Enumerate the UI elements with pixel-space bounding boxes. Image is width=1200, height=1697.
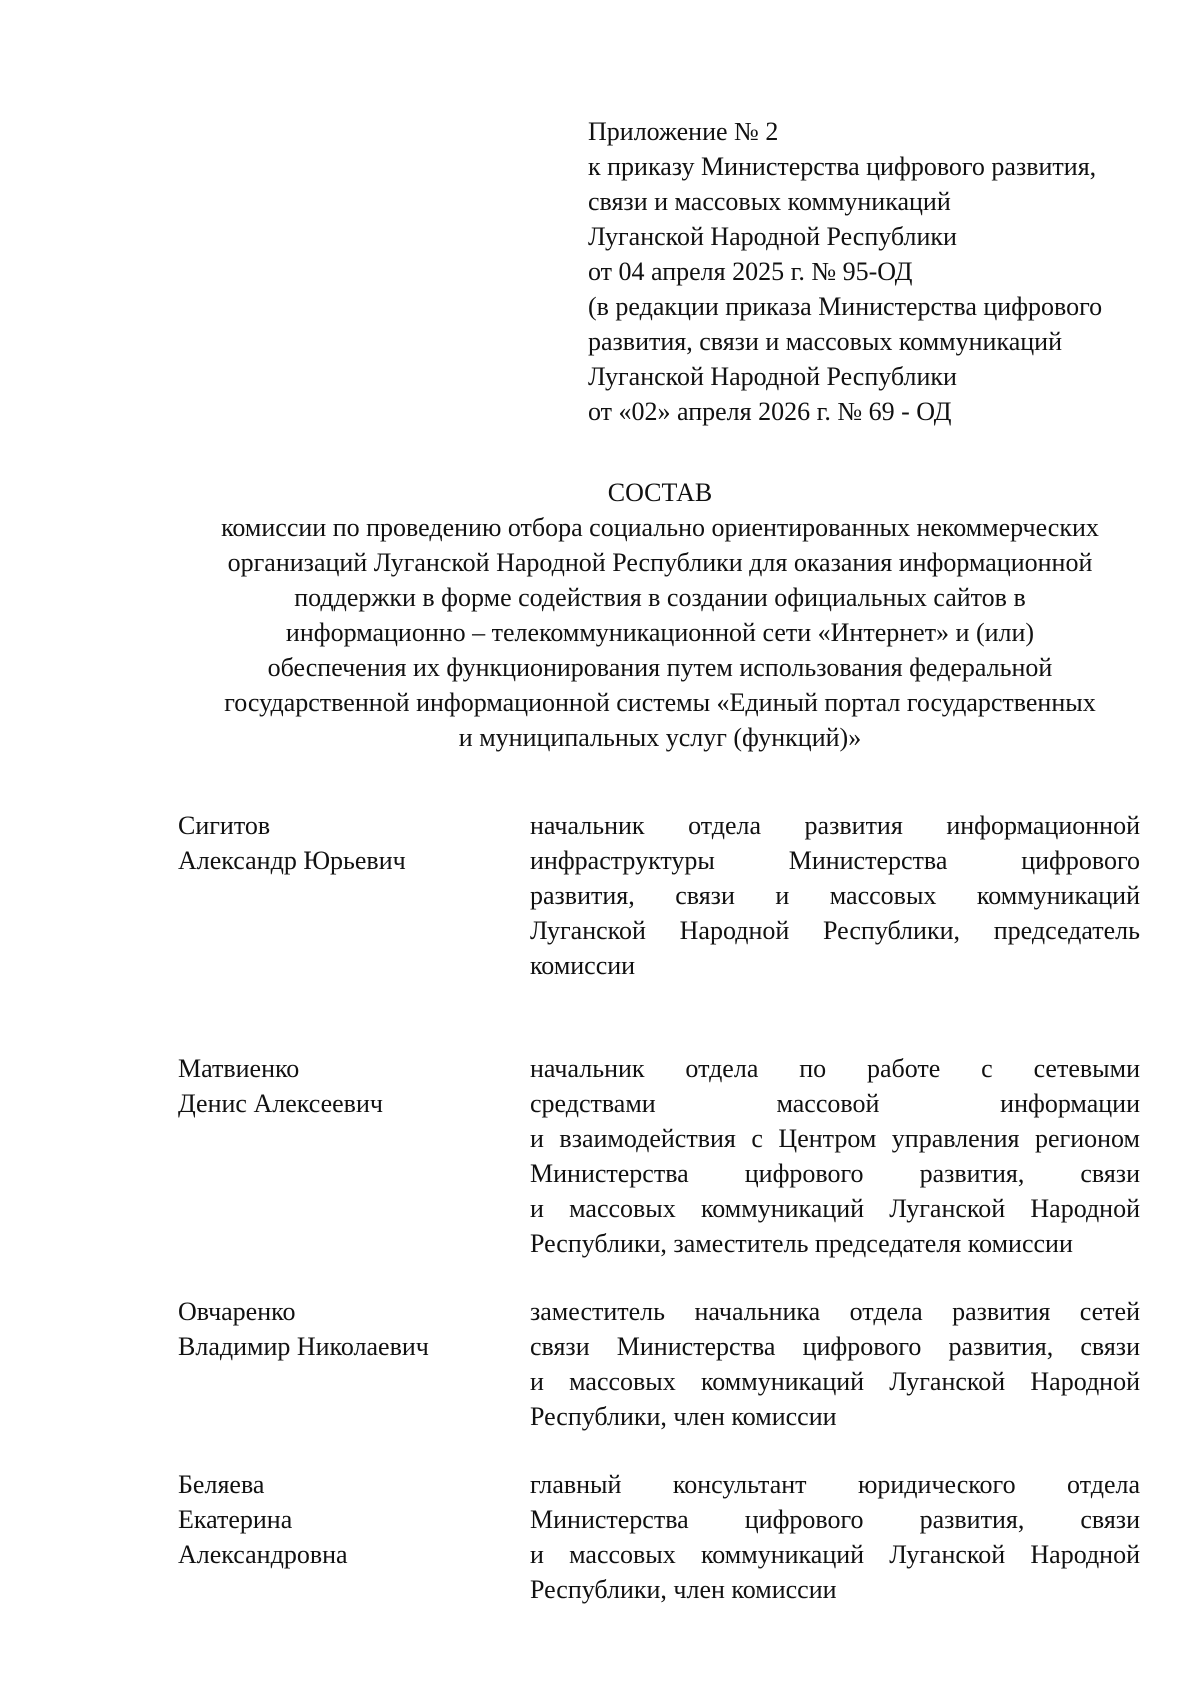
member-role-line: Республики, заместитель председателя комиссии: [530, 1229, 1073, 1258]
appendix-block: [588, 114, 1168, 429]
member-role-line: связи Министерства цифрового развития, связи: [530, 1332, 1140, 1361]
member-entry: [178, 808, 1140, 983]
appendix-line: Луганской Народной Республики: [588, 362, 957, 391]
member-role-line: Министерства цифрового развития, связи: [530, 1159, 1140, 1188]
members-list: [178, 808, 1140, 1607]
appendix-line: от 04 апреля 2025 г. № 95-ОД: [588, 257, 913, 286]
subtitle-line: комиссии по проведению отбора социально ориентированных некоммерческих: [221, 513, 1099, 542]
document-subtitle: [150, 510, 1170, 755]
member-entry: [178, 1467, 1140, 1607]
subtitle-line: поддержки в форме содействия в создании официальных сайтов в: [294, 583, 1026, 612]
member-name-line: Матвиенко: [178, 1054, 300, 1083]
subtitle-line: организаций Луганской Народной Республики для оказания информационной: [227, 548, 1093, 577]
member-name-line: Александровна: [178, 1540, 348, 1569]
subtitle-line: и муниципальных услуг (функций)»: [458, 723, 862, 752]
member-role-line: Республики, член комиссии: [530, 1575, 837, 1604]
member-role: [530, 1294, 1140, 1434]
appendix-line: связи и массовых коммуникаций: [588, 187, 951, 216]
document-heading: [150, 475, 1170, 755]
member-role-line: инфраструктуры Министерства цифрового: [530, 846, 1140, 875]
member-role-line: заместитель начальника отдела развития сетей: [530, 1297, 1140, 1326]
member-name-line: Овчаренко: [178, 1297, 296, 1326]
member-role-line: Луганской Народной Республики, председатель: [530, 916, 1140, 945]
member-role-line: и взаимодействия с Центром управления регионом: [530, 1124, 1140, 1153]
appendix-line: к приказу Министерства цифрового развития,: [588, 152, 1097, 181]
member-name-line: Екатерина: [178, 1505, 293, 1534]
document-title: СОСТАВ: [607, 478, 713, 507]
member-role-line: развития, связи и массовых коммуникаций: [530, 881, 1140, 910]
member-name: [178, 1294, 530, 1434]
member-role-line: Министерства цифрового развития, связи: [530, 1505, 1140, 1534]
member-role-line: и массовых коммуникаций Луганской Народной: [530, 1194, 1140, 1223]
member-role-line: и массовых коммуникаций Луганской Народной: [530, 1540, 1140, 1569]
appendix-line: развития, связи и массовых коммуникаций: [588, 327, 1062, 356]
member-name: [178, 1467, 530, 1607]
subtitle-line: государственной информационной системы «Единый портал государственных: [224, 688, 1096, 717]
member-role-line: начальник отдела по работе с сетевыми: [530, 1054, 1140, 1083]
member-role-line: начальник отдела развития информационной: [530, 811, 1140, 840]
member-name-line: Александр Юрьевич: [178, 846, 406, 875]
member-role-line: средствами массовой информации: [530, 1089, 1140, 1118]
member-role: [530, 1051, 1140, 1261]
member-name-line: Беляева: [178, 1470, 265, 1499]
member-name-line: Сигитов: [178, 811, 271, 840]
appendix-line: (в редакции приказа Министерства цифрового: [588, 292, 1103, 321]
member-name: [178, 1051, 530, 1261]
appendix-line: Луганской Народной Республики: [588, 222, 957, 251]
member-role-line: и массовых коммуникаций Луганской Народной: [530, 1367, 1140, 1396]
member-role-line: главный консультант юридического отдела: [530, 1470, 1140, 1499]
member-name-line: Владимир Николаевич: [178, 1332, 429, 1361]
member-name: [178, 808, 530, 983]
appendix-line: от «02» апреля 2026 г. № 69 - ОД: [588, 397, 952, 426]
member-role-line: комиссии: [530, 951, 636, 980]
subtitle-line: информационно – телекоммуникационной сети «Интернет» и (или): [285, 618, 1035, 647]
member-name-line: Денис Алексеевич: [178, 1089, 383, 1118]
member-role: [530, 808, 1140, 983]
appendix-line: Приложение № 2: [588, 117, 779, 146]
member-entry: [178, 1051, 1140, 1261]
subtitle-line: обеспечения их функционирования путем использования федеральной: [267, 653, 1053, 682]
member-role-line: Республики, член комиссии: [530, 1402, 837, 1431]
member-entry: [178, 1294, 1140, 1434]
member-role: [530, 1467, 1140, 1607]
